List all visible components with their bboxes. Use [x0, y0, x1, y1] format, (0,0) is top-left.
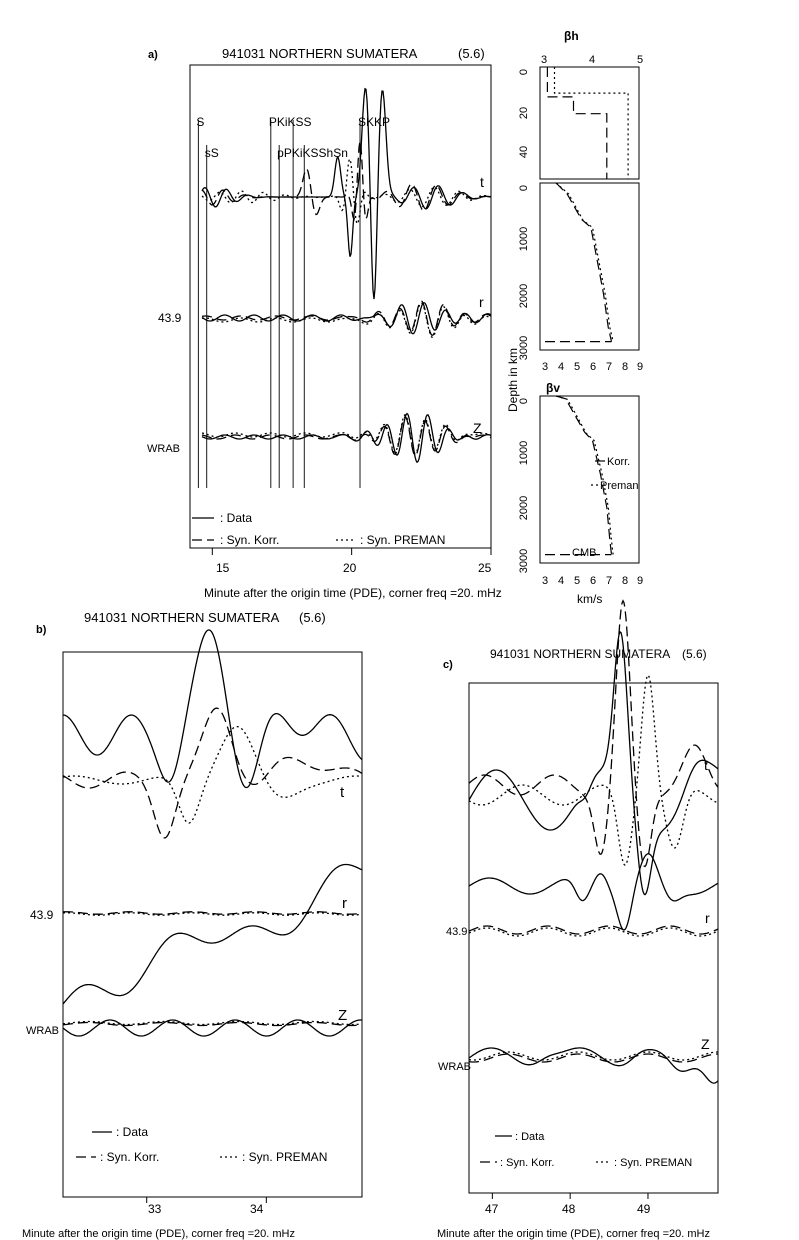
panel-c-trace-t-preman — [469, 675, 718, 865]
top-ytick-20: 20 — [518, 106, 530, 120]
top-ytick-0: 0 — [518, 68, 530, 76]
panel-c-trace-t-korr — [469, 601, 718, 867]
panel-a-legend-data: : Data — [220, 511, 253, 525]
panel-a-station: WRAB — [147, 443, 180, 455]
panel-c-x-ticks — [492, 1193, 648, 1199]
panel-c-trace-t-data — [469, 632, 718, 895]
panel-a-legend-preman: : Syn. PREMAN — [360, 533, 446, 547]
panel-c-component-r: r — [705, 910, 710, 926]
beta-h-upper-korr — [547, 67, 606, 179]
panel-a-letter: a) — [148, 49, 158, 61]
panel-c-component-t: t — [704, 757, 708, 773]
panel-a-tick-25: 25 — [478, 561, 492, 575]
panel-c-offset-label: 43.9 — [446, 926, 468, 938]
panel-c-magnitude: (5.6) — [682, 647, 707, 661]
preman-annotation: Preman — [600, 480, 639, 492]
beta-h-mantle-frame — [540, 183, 639, 350]
mid-ytick-0: 0 — [518, 184, 530, 192]
mid-ytick-1000: 1000 — [518, 226, 530, 252]
panel-a-frame — [190, 65, 491, 548]
panel-b-trace-t-korr — [63, 708, 362, 838]
profile-xlabel: km/s — [577, 592, 603, 606]
panel-c-legend-korr: : Syn. Korr. — [500, 1157, 555, 1169]
panel-a-legend-korr: : Syn. Korr. — [220, 533, 280, 547]
top-xtick-4: 4 — [589, 54, 596, 66]
panel-b-component-t: t — [340, 784, 345, 801]
panel-a-trace-r-data — [202, 303, 491, 334]
panel-b-title: 941031 NORTHERN SUMATERA — [84, 610, 280, 625]
panel-b-trace-t-preman — [63, 727, 362, 824]
panel-b-trace-r-data — [63, 865, 362, 1005]
bottom-vel-ticks — [542, 575, 643, 587]
panel-a-xlabel: Minute after the origin time (PDE), corner freq =20. mHz — [204, 586, 502, 600]
panel-c-component-z: Z — [701, 1036, 710, 1052]
panel-a-phase-lines — [196, 115, 390, 488]
cmb-annotation: CMB — [572, 547, 597, 559]
panel-b-traces — [63, 630, 362, 1036]
panel-b — [22, 610, 362, 1240]
bottom-vtick-9: 9 — [636, 575, 644, 587]
bottom-vtick-7: 7 — [605, 575, 613, 587]
phase-label: pPKiKSShSn — [277, 146, 348, 160]
mid-vtick-5: 5 — [573, 361, 581, 373]
panel-c-tick-49: 49 — [637, 1202, 651, 1216]
panel-a-trace-t-data — [202, 89, 491, 299]
bottom-ytick-0: 0 — [518, 397, 530, 405]
panel-b-tick-34: 34 — [250, 1202, 264, 1216]
panel-c — [437, 601, 718, 1240]
panel-c-station: WRAB — [438, 1061, 471, 1073]
mid-vtick-7: 7 — [605, 361, 613, 373]
panel-c-trace-z-korr — [469, 1054, 718, 1062]
panel-b-xlabel: Minute after the origin time (PDE), corner freq =20. mHz — [22, 1228, 295, 1240]
panel-b-legend-korr: : Syn. Korr. — [100, 1150, 160, 1164]
panel-b-component-z: Z — [338, 1007, 348, 1024]
panel-c-frame — [469, 683, 718, 1193]
phase-label: PKiKSS — [268, 115, 312, 129]
beta-h-mantle-preman — [556, 183, 613, 342]
panel-a-component-t: t — [480, 174, 484, 190]
mid-vtick-9: 9 — [636, 361, 644, 373]
bottom-ytick-1000: 1000 — [518, 440, 530, 466]
bottom-vtick-5: 5 — [573, 575, 581, 587]
panel-a — [147, 46, 502, 600]
panel-b-offset-label: 43.9 — [30, 908, 54, 922]
panel-b-frame — [63, 652, 362, 1197]
panel-a-magnitude: (5.6) — [458, 46, 485, 61]
panel-b-tick-33: 33 — [148, 1202, 162, 1216]
panel-b-x-ticks — [147, 1197, 267, 1203]
velocity-profiles — [506, 29, 643, 606]
panel-b-letter: b) — [36, 624, 47, 636]
panel-b-trace-t-data — [63, 630, 362, 788]
panel-a-component-z: Z — [473, 420, 482, 436]
korr-annotation: Korr. — [607, 456, 631, 468]
panel-a-title: 941031 NORTHERN SUMATERA — [222, 46, 418, 61]
panel-b-station: WRAB — [26, 1025, 59, 1037]
panel-a-trace-z-korr — [202, 417, 491, 456]
mid-vtick-3: 3 — [541, 361, 549, 373]
panel-a-tick-20: 20 — [343, 561, 357, 575]
panel-a-trace-z-preman — [202, 415, 491, 454]
mid-vtick-8: 8 — [621, 361, 629, 373]
panel-a-offset-label: 43.9 — [158, 311, 182, 325]
beta-h-label: βh — [564, 29, 579, 43]
beta-v-mantle-preman — [556, 396, 613, 555]
panel-b-component-r: r — [342, 895, 347, 912]
bottom-ytick-3000: 3000 — [518, 548, 530, 574]
mid-ytick-3000: 3000 — [518, 335, 530, 361]
panel-a-x-ticks — [212, 548, 491, 555]
panel-c-legend-preman: : Syn. PREMAN — [614, 1157, 693, 1169]
panel-c-trace-r-data — [469, 854, 718, 930]
panel-c-xlabel: Minute after the origin time (PDE), corner freq =20. mHz — [437, 1228, 710, 1240]
bottom-vtick-6: 6 — [589, 575, 597, 587]
bottom-vtick-4: 4 — [557, 575, 565, 587]
panel-c-title: 941031 NORTHERN SUMATERA — [490, 647, 671, 661]
beta-h-upper-preman — [555, 67, 629, 179]
mid-vtick-6: 6 — [589, 361, 597, 373]
mid-vtick-4: 4 — [557, 361, 565, 373]
phase-label: sS — [204, 146, 219, 160]
top-ytick-40: 40 — [518, 145, 530, 159]
panel-b-legend-preman: : Syn. PREMAN — [242, 1150, 328, 1164]
bottom-vtick-3: 3 — [541, 575, 549, 587]
top-xtick-5: 5 — [637, 54, 644, 66]
beta-v-label: βv — [546, 381, 560, 395]
panel-c-letter: c) — [443, 659, 453, 671]
panel-c-tick-48: 48 — [562, 1202, 576, 1216]
panel-b-legend-data: : Data — [116, 1125, 149, 1139]
profile-ylabel: Depth in km — [506, 347, 520, 413]
mid-ytick-2000: 2000 — [518, 283, 530, 309]
top-xtick-3: 3 — [541, 54, 548, 66]
panel-c-traces — [469, 601, 718, 1083]
mid-vel-ticks — [542, 361, 643, 373]
panel-a-traces — [202, 89, 491, 462]
phase-label: S — [196, 115, 205, 129]
panel-c-legend-data: : Data — [515, 1131, 545, 1143]
panel-a-trace-z-data — [202, 414, 491, 463]
panel-a-component-r: r — [479, 294, 484, 310]
beta-h-mantle-korr — [556, 183, 611, 342]
beta-v-mantle-korr — [556, 396, 611, 555]
panel-a-tick-15: 15 — [216, 561, 230, 575]
panel-c-trace-z-data — [469, 1048, 718, 1083]
panel-b-magnitude: (5.6) — [299, 610, 326, 625]
bottom-vtick-8: 8 — [621, 575, 629, 587]
panel-a-trace-r-preman — [202, 303, 491, 337]
phase-label: SKKP — [358, 115, 391, 129]
panel-c-tick-47: 47 — [485, 1202, 499, 1216]
bottom-ytick-2000: 2000 — [518, 495, 530, 521]
